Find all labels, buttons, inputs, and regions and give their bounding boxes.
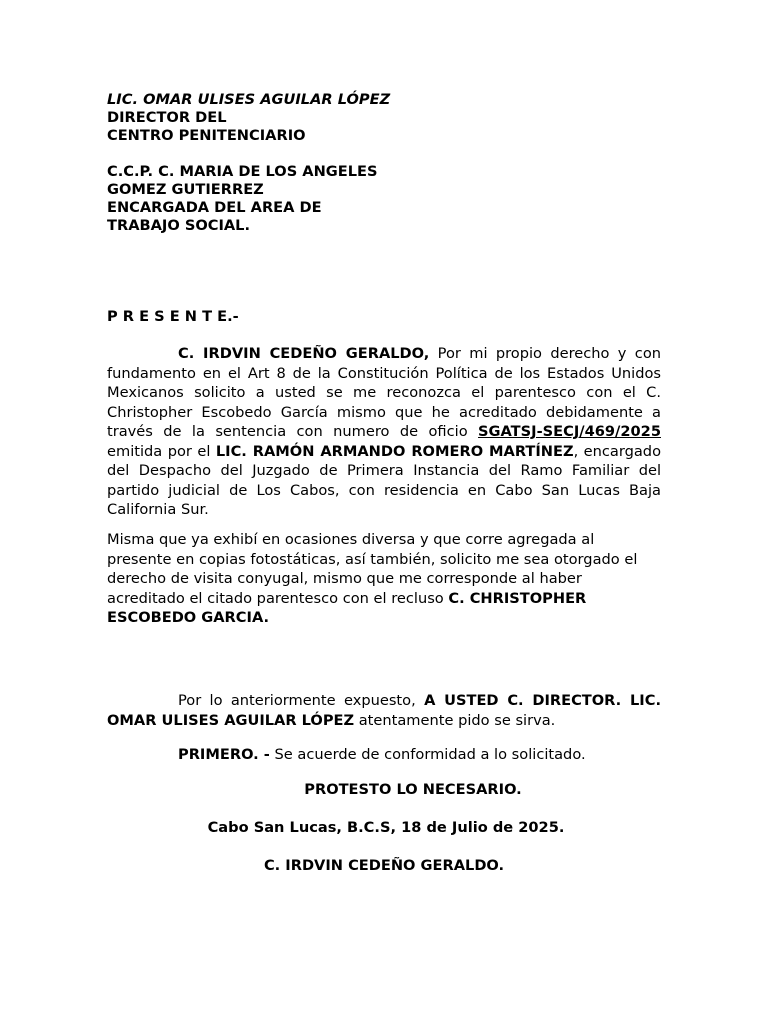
ccp-line-2: GOMEZ GUTIERREZ [107,181,264,198]
primero-label: PRIMERO. - [178,746,270,763]
signature-name: C. IRDVIN CEDEÑO GERALDO. [263,857,505,874]
inmate-name: C. CHRISTOPHER ESCOBEDO GARCIA. [107,589,587,626]
primero-line [178,746,586,764]
protesto-line: PROTESTO LO NECESARIO. [304,781,522,798]
oficio-number: SGATSJ-SECJ/469/2025 [478,423,661,440]
paragraph-conclusion [107,691,661,730]
addressee-title-2: CENTRO PENITENCIARIO [107,127,306,144]
primero-text: Se acuerde de conformidad a lo solicitado. [269,746,586,763]
ccp-line-3: ENCARGADA DEL AREA DE [107,199,322,216]
addressee-title-1: DIRECTOR DEL [107,109,227,126]
place-date: Cabo San Lucas, B.C.S, 18 de Julio de 2025. [207,819,565,836]
ccp-line-1: C.C.P. C. MARIA DE LOS ANGELES [107,163,378,180]
petitioner-name: C. IRDVIN CEDEÑO GERALDO, [178,345,430,362]
presente-heading: P R E S E N T E.- [107,308,239,325]
paragraph-request-text-3: , encargado del Despacho del Juzgado de Primera Instancia del Ramo Familiar del partido judicial de Los Cabos, con residencia en Cabo San Lucas Baja California Sur. [107,442,662,518]
judge-name: LIC. RAMÓN ARMANDO ROMERO MARTÍNEZ [215,442,574,460]
paragraph-request [107,344,661,520]
conclusion-text: Por lo anteriormente expuesto, [178,692,425,709]
paragraph-visit [107,530,661,628]
paragraph-request-text-2: emitida por el [107,442,216,460]
paragraph-request-text: Por mi propio derecho y con fundamento en el Art 8 de la Constitución Política de los Estados Unidos Mexicanos solicito a usted se me reconozca el parentesco con el C. Christopher Escobedo García mismo que he acreditado debidamente a través de la sentencia con numero de oficio [107,345,662,440]
paragraph-visit-text: Misma que ya exhibí en ocasiones diversa y que corre agregada al presente en copias fotostáticas, así también, solicito me sea otorgado el derecho de visita conyugal, mismo que me corresponde al haber acreditado el citado parentesco con el recluso [107,531,638,607]
conclusion-text-2: atentamente pido se sirva. [354,711,556,729]
conclusion-addressee: A USTED C. DIRECTOR. LIC. OMAR ULISES AGUILAR LÓPEZ [107,692,661,729]
ccp-line-4: TRABAJO SOCIAL. [107,217,251,234]
addressee-name: LIC. OMAR ULISES AGUILAR LÓPEZ [107,91,391,108]
